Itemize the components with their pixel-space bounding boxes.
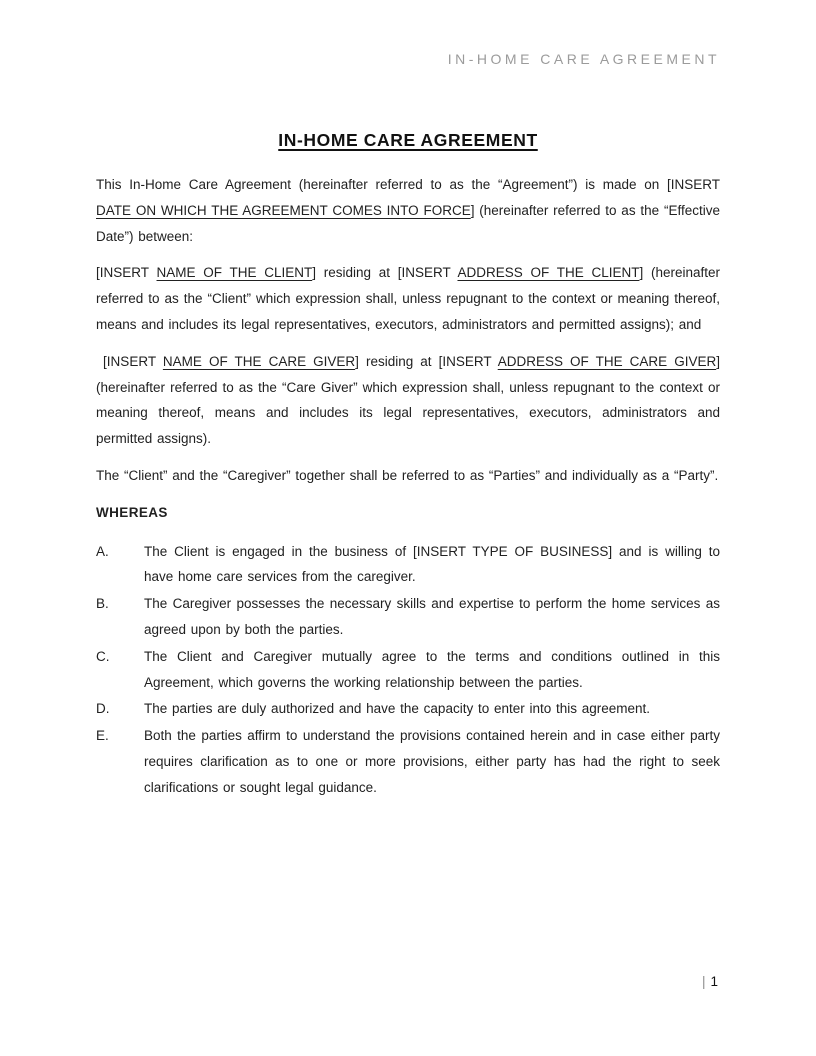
whereas-item-b [96,591,720,643]
insert-placeholder-underlined: ADDRESS OF THE CARE GIVER [497,353,717,369]
paragraph-caregiver-details [96,349,720,452]
item-text: The Client and Caregiver mutually agree to the terms and conditions outlined in this Agreement, which governs the working relationship between the parties. [144,648,720,690]
text-run: ] (hereinafter referred to as the “Care Giver” which expression shall, unless repugnant to the context or meaning thereof, means and includes its legal representatives, executors, administrators and permitted assigns). [96,353,720,447]
page-number: 1 [710,974,718,989]
whereas-item-a [96,539,720,591]
footer-separator: | [701,974,706,989]
insert-placeholder-underlined: ADDRESS OF THE CLIENT [457,265,640,281]
text-run: This In-Home Care Agreement (hereinafter referred to as the “Agreement”) is made on [INSERT [96,177,720,192]
paragraph-intro-effective-date [96,172,720,249]
item-text: Both the parties affirm to understand the provisions contained herein and in case either party requires clarification as to one or more provisions, either party has had the right to seek clarifications or sought legal guidance. [144,728,720,795]
text-run: [INSERT [96,353,163,369]
document-title [96,130,720,151]
item-marker: E. [96,728,109,744]
text-run: ] residing at [INSERT [355,353,498,369]
document-body [96,172,720,801]
page-footer [702,973,718,991]
text-run: ] (hereinafter referred to as the “Client” which expression shall, unless repugnant to the context or meaning thereof, means and includes its legal representatives, executors, administrators and permitted assigns); and [96,265,720,332]
insert-placeholder-underlined: DATE ON WHICH THE AGREEMENT COMES INTO FORCE [96,202,471,218]
item-marker: A. [96,543,109,559]
page-header-title: IN-HOME CARE AGREEMENT [447,51,720,67]
whereas-item-c [96,644,720,696]
text-run: [INSERT [96,265,157,281]
text-run: The “Client” and the “Caregiver” together shall be referred to as “Parties” and individually as a “Party”. [96,467,719,483]
insert-placeholder-underlined: NAME OF THE CLIENT [156,265,313,281]
text-run: ] residing at [INSERT [312,265,458,281]
whereas-item-e [96,723,720,800]
whereas-heading: WHEREAS [96,504,168,520]
item-marker: B. [96,596,109,612]
item-text: The Client is engaged in the business of [INSERT TYPE OF BUSINESS] and is willing to have home care services from the caregiver. [144,543,720,585]
item-marker: D. [96,701,110,717]
paragraph-client-details [96,260,720,337]
document-title-text: IN-HOME CARE AGREEMENT [278,130,538,150]
item-text: The parties are duly authorized and have the capacity to enter into this agreement. [144,701,651,717]
item-marker: C. [96,648,110,664]
insert-placeholder-underlined: NAME OF THE CARE GIVER [162,353,356,369]
whereas-list [96,539,720,801]
item-text: The Caregiver possesses the necessary skills and expertise to perform the home services as agreed upon by both the parties. [144,596,720,637]
text-run: ] (hereinafter referred to as the “Effective Date”) between: [96,202,720,244]
paragraph-parties-definition [96,463,720,489]
whereas-item-d [96,696,720,722]
